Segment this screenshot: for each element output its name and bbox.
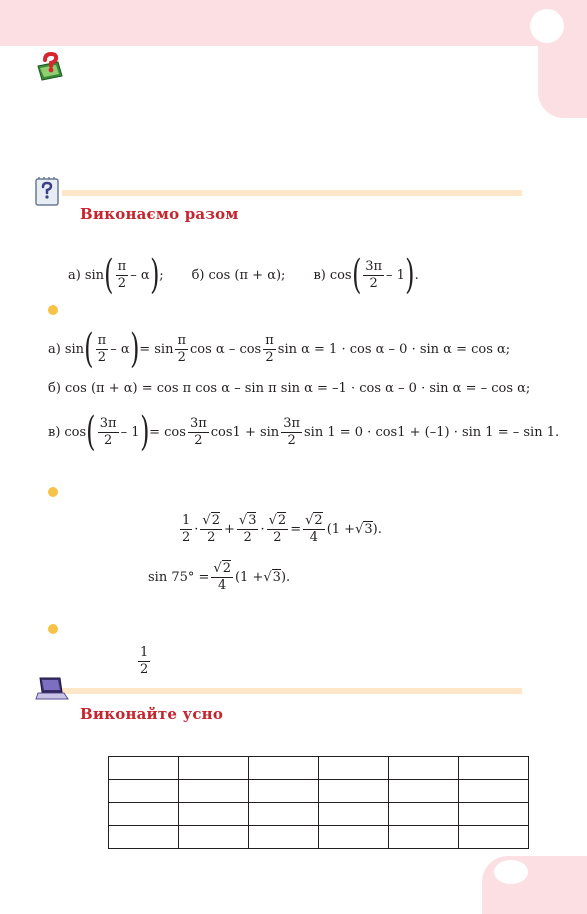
top-band — [0, 0, 587, 46]
dot: · — [260, 521, 265, 537]
solution-b — [48, 378, 530, 398]
table-cell — [179, 803, 249, 826]
task-a-func: sin — [84, 267, 105, 283]
table-cell — [319, 826, 389, 849]
frac-num: π — [265, 332, 274, 348]
table-cell — [319, 757, 389, 780]
task-b-expr: cos (π + α); — [208, 267, 286, 283]
sol-c-frac — [98, 417, 119, 448]
e3-frac — [138, 646, 150, 677]
table-cell — [179, 757, 249, 780]
table-row — [109, 757, 529, 780]
bullet-3 — [48, 624, 58, 634]
task-c-frac — [363, 260, 384, 291]
task-c-func: cos — [329, 267, 352, 283]
task-a-frac — [116, 260, 129, 291]
plus: + — [224, 521, 235, 537]
table-cell — [179, 780, 249, 803]
frac-den: 2 — [117, 275, 127, 291]
table-cell — [389, 780, 459, 803]
table-row — [109, 803, 529, 826]
e2-frac — [211, 562, 233, 593]
sol-a-frac3 — [263, 334, 276, 365]
sqrt-sign: √ — [213, 560, 222, 576]
frac-num: π — [97, 332, 107, 348]
answer-table — [108, 756, 529, 849]
frac-num: 3π — [189, 415, 207, 431]
table-cell — [109, 780, 179, 803]
task-b-prefix: б) — [191, 267, 205, 283]
sol-a-frac — [96, 334, 109, 365]
e1-frac1 — [180, 514, 192, 545]
sol-c-eq1b: cos1 + sin — [210, 424, 280, 440]
solution-a — [48, 327, 510, 371]
sol-c-tail: – 1 — [120, 424, 140, 440]
sol-c-frac2 — [188, 417, 209, 448]
sol-b-text: б) cos (π + α) = cos π cos α – sin π sin α = –1 · cos α – 0 · sin α = – cos α; — [48, 380, 531, 396]
sol-a-prefix: а) — [48, 341, 61, 357]
frac-num — [303, 514, 325, 530]
table-cell — [319, 780, 389, 803]
expression-1 — [178, 507, 382, 551]
sol-c-eq1: = cos — [149, 424, 186, 440]
paren-open: ( — [84, 326, 94, 372]
paren-open: ( — [351, 252, 362, 298]
table-cell — [459, 826, 529, 849]
page-number-circle — [530, 9, 564, 43]
bottom-page-circle — [494, 860, 528, 884]
sqrt-sign: √ — [263, 569, 272, 585]
equals: = — [290, 521, 302, 537]
task-a-end: ; — [159, 267, 164, 283]
frac-num: 1 — [140, 644, 149, 660]
table-cell — [459, 780, 529, 803]
task-a-tail: – α — [130, 267, 150, 283]
sqrt-sign: √ — [268, 512, 277, 528]
section-title-2: Виконайте усно — [80, 705, 224, 723]
task-c-tail: – 1 — [386, 267, 405, 283]
table-cell — [249, 803, 319, 826]
dot: · — [194, 521, 199, 537]
sol-c-eq1c: sin 1 = 0 · cos1 + (–1) · sin 1 = – sin 1. — [304, 424, 560, 440]
sol-a-frac2 — [175, 334, 188, 365]
radicand: 2 — [277, 512, 287, 528]
tail-open: (1 + — [326, 521, 356, 537]
table-cell — [459, 757, 529, 780]
e1-frac5 — [303, 514, 325, 545]
frac-den: 4 — [218, 577, 227, 593]
paren-close: ) — [139, 409, 150, 455]
frac-num: 3π — [99, 415, 117, 431]
sol-c-func: cos — [64, 424, 87, 440]
frac-num: π — [177, 332, 186, 348]
frac-den: 2 — [177, 349, 186, 365]
notebook-question-icon — [33, 176, 63, 208]
task-c-prefix: в) — [313, 267, 326, 283]
frac-num — [237, 514, 259, 530]
frac-num: π — [117, 258, 127, 274]
e2-lhs: sin 75° = — [148, 569, 210, 585]
sol-c-prefix: в) — [48, 424, 61, 440]
frac-den: 2 — [97, 349, 107, 365]
e2-close: ). — [280, 569, 291, 585]
frac-den: 2 — [265, 349, 274, 365]
sol-a-tail: – α — [110, 341, 130, 357]
answer-table-body — [109, 757, 529, 849]
sol-a-func: sin — [64, 341, 85, 357]
table-row — [109, 780, 529, 803]
sqrt-sign: √ — [202, 512, 211, 528]
frac-num — [211, 562, 233, 578]
task-line — [68, 253, 419, 297]
task-c-end: . — [414, 267, 419, 283]
sol-a-eq1b: cos α – cos — [190, 341, 262, 357]
radicand: 2 — [222, 560, 231, 576]
section-title-1: Виконаємо разом — [80, 205, 239, 223]
table-cell — [249, 780, 319, 803]
white-panel — [0, 46, 538, 126]
table-cell — [459, 803, 529, 826]
table-row — [109, 826, 529, 849]
sol-a-eq1c: sin α = 1 · cos α – 0 · sin α = cos α; — [277, 341, 511, 357]
e1-frac4 — [267, 514, 289, 545]
frac-num: 1 — [182, 512, 191, 528]
solution-c — [48, 410, 559, 454]
laptop-icon — [34, 676, 70, 702]
table-cell — [249, 826, 319, 849]
paren-close: ) — [129, 326, 140, 372]
expression-3 — [136, 641, 152, 681]
sol-c-frac3 — [281, 417, 302, 448]
frac-den: 2 — [140, 661, 149, 677]
bullet-2 — [48, 487, 58, 497]
frac-num: 3π — [283, 415, 301, 431]
expression-2 — [148, 555, 290, 599]
paren-open: ( — [86, 409, 96, 455]
table-cell — [109, 803, 179, 826]
sqrt-sign: √ — [305, 512, 314, 528]
e1-frac2 — [200, 514, 222, 545]
radicand: 3 — [364, 522, 373, 537]
frac-den: 2 — [104, 432, 113, 448]
frac-den: 2 — [369, 275, 378, 291]
frac-den: 2 — [207, 529, 216, 545]
frac-den: 2 — [243, 529, 252, 545]
table-cell — [249, 757, 319, 780]
paren-close: ) — [149, 252, 160, 298]
section-bar-2 — [62, 688, 522, 694]
frac-num: 3π — [365, 258, 383, 274]
paren-open: ( — [104, 252, 114, 298]
question-folder-icon — [36, 52, 64, 82]
table-cell — [389, 757, 459, 780]
radicand: 3 — [248, 512, 257, 528]
frac-den: 2 — [182, 529, 191, 545]
table-cell — [389, 826, 459, 849]
e2-open: (1 + — [234, 569, 264, 585]
sqrt-sign: √ — [355, 521, 364, 537]
frac-num — [267, 514, 289, 530]
sol-a-eq1: = sin — [139, 341, 174, 357]
table-cell — [319, 803, 389, 826]
radicand: 2 — [314, 512, 323, 528]
tail-close: ). — [372, 521, 382, 537]
frac-den: 2 — [273, 529, 282, 545]
frac-den: 4 — [309, 529, 319, 545]
bullet-1 — [48, 305, 58, 315]
table-cell — [109, 826, 179, 849]
table-cell — [179, 826, 249, 849]
frac-num — [200, 514, 222, 530]
radicand: 2 — [211, 512, 220, 528]
paren-close: ) — [405, 252, 415, 298]
table-cell — [389, 803, 459, 826]
sqrt-sign: √ — [238, 512, 248, 528]
section-bar-1 — [62, 190, 522, 196]
frac-den: 2 — [194, 432, 203, 448]
table-cell — [109, 757, 179, 780]
task-a-prefix: а) — [68, 267, 81, 283]
radicand: 3 — [272, 570, 281, 585]
frac-den: 2 — [287, 432, 296, 448]
e1-frac3 — [237, 514, 259, 545]
